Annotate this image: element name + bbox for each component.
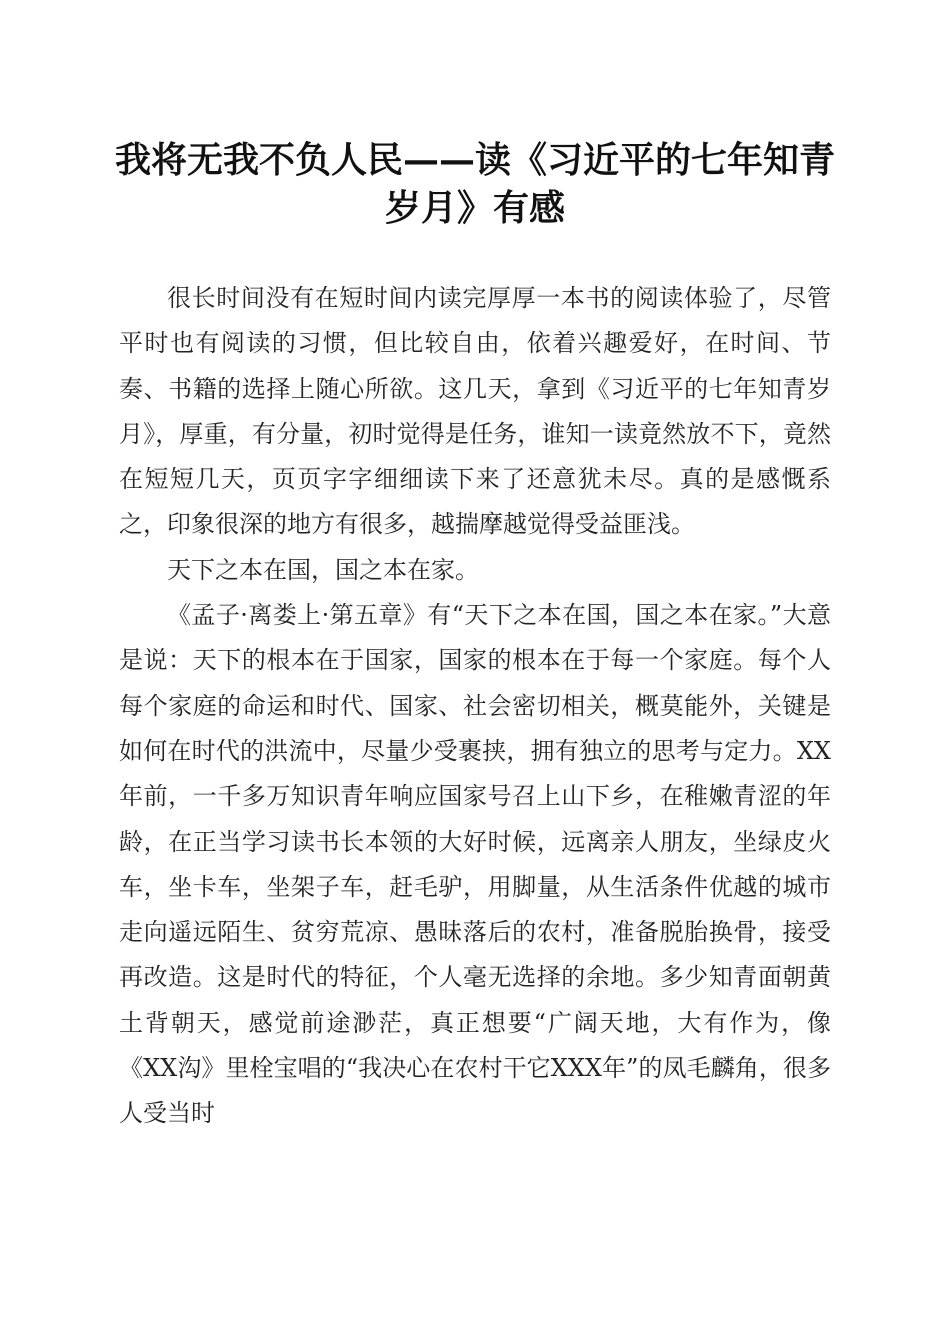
title-line-2: 岁月》有感 <box>384 187 565 229</box>
paragraph-intro: 很长时间没有在短时间内读完厚厚一本书的阅读体验了，尽管平时也有阅读的习惯，但比较自由，依着兴趣爱好，在时间、节奏、书籍的选择上随心所欲。这几天，拿到《习近平的七年知青岁月》，厚重，有分量，初时觉得是任务，谁知一读竟然放不下，竟然在短短几天，页页字字细细读下来了还意犹未尽。真的是感慨系之，印象很深的地方有很多，越揣摩越觉得受益匪浅。 <box>119 284 831 539</box>
paragraph-mencius: 《孟子·离娄上·第五章》有“天下之本在国，国之本在家。”大意是说：天下的根本在于国家，国家的根本在于每一个家庭。每个人每个家庭的命运和时代、国家、社会密切相关，概莫能外，关键是如何在时代的洪流中，尽量少受裹挟，拥有独立的思考与定力。XX年前，一千多万知识青年响应国家号召上山下乡，在稚嫩青涩的年龄，在正当学习读书长本领的大好时候，远离亲人朋友，坐绿皮火车，坐卡车，坐架子车，赶毛驴，用脚量，从生活条件优越的城市走向遥远陌生、贫穷荒凉、愚昧落后的农村，准备脱胎换骨，接受再改造。这是时代的特征，个人毫无选择的余地。多少知青面朝黄土背朝天，感觉前途渺茫，真正想要“广阔天地，大有作为，像《XX沟》里栓宝唱的“我决心在农村干它XXX年”的凤毛麟角，很多人受当时 <box>119 601 831 1128</box>
paragraph-quote: 天下之本在国，国之本在家。 <box>167 555 479 584</box>
document-title <box>100 136 850 232</box>
document-body <box>119 276 831 1137</box>
title-line-1: 我将无我不负人民——读《习近平的七年知青 <box>114 139 835 181</box>
